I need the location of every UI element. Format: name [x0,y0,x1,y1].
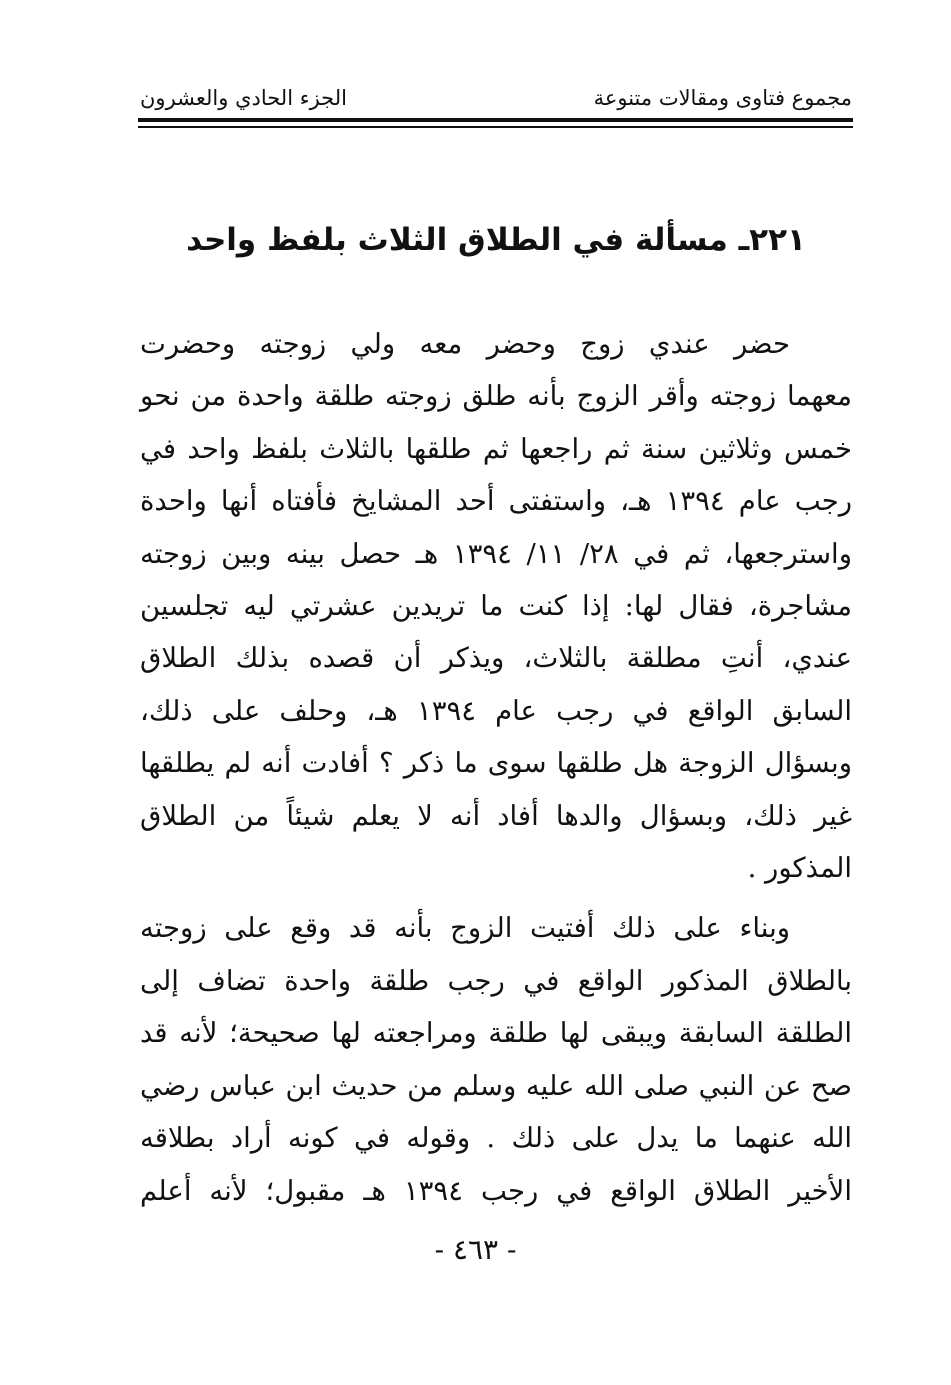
text-line: بالطلاق المذكور الواقع في رجب طلقة واحدة تضاف إلى [140,964,852,997]
chapter-title: ٢٢١ـ مسألة في الطلاق الثلاث بلفظ واحد [186,222,806,258]
text-line: صح عن النبي صلى الله عليه وسلم من حديث ابن عباس رضي [140,1069,852,1102]
text-line: الله عنهما ما يدل على ذلك . وقوله في كونه أراد بطلاقه [140,1122,852,1155]
header-rule-thin [138,126,853,128]
text-line: وبسؤال الزوجة هل طلقها سوى ما ذكر ؟ أفادت أنه لم يطلقها [140,747,852,780]
text-line: خمس وثلاثين سنة ثم راجعها ثم طلقها بالثلاث بلفظ واحد في [140,432,852,465]
header-rule-thick [138,118,853,122]
text-line: المذكور . [747,852,852,885]
body-text [140,318,852,1225]
text-line: معهما زوجته وأقر الزوج بأنه طلق زوجته طلقة واحدة من نحو [140,380,852,413]
page-number: - ٤٦٣ - [434,1233,517,1266]
book-title: مجموع فتاوى ومقالات متنوعة [593,86,852,110]
text-line: عندي، أنتِ مطلقة بالثلاث، ويذكر أن قصده بذلك الطلاق [140,642,852,675]
text-line: رجب عام ١٣٩٤ هـ، واستفتى أحد المشايخ فأفتاه أنها واحدة [140,485,852,518]
paragraph [140,902,852,1216]
text-line: السابق الواقع في رجب عام ١٣٩٤ هـ، وحلف على ذلك، [140,694,852,727]
text-line: وبناء على ذلك أفتيت الزوج بأنه قد وقع على زوجته [140,912,790,945]
text-line: الطلقة السابقة ويبقى لها طلقة ومراجعته لها صحيحة؛ لأنه قد [140,1017,852,1050]
text-line: الأخير الطلاق الواقع في رجب ١٣٩٤ هـ مقبول؛ لأنه أعلم [140,1174,852,1207]
running-head [140,84,852,112]
text-line: مشاجرة، فقال لها: إذا كنت ما تريدين عشرتي ليه تجلسين [140,590,852,623]
text-line: حضر عندي زوج وحضر معه ولي زوجته وحضرت [140,328,790,360]
paragraph [140,318,852,894]
volume-label: الجزء الحادي والعشرون [140,86,347,110]
text-line: واسترجعها، ثم في ٢٨/ ١١/ ١٣٩٤ هـ حصل بينه وبين زوجته [140,537,852,570]
text-line: غير ذلك، وبسؤال والدها أفاد أنه لا يعلم شيئاً من الطلاق [140,799,852,832]
